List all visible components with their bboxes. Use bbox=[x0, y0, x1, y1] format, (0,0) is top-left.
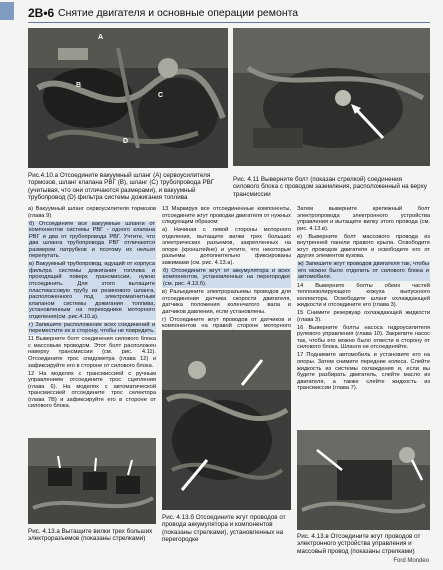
figure-bulkhead-harness bbox=[162, 330, 291, 510]
marker-b: B bbox=[76, 82, 82, 89]
chapter-title: Снятие двигателя и основные операции ремонта bbox=[58, 7, 299, 19]
text-column-3 bbox=[297, 206, 430, 424]
paragraph: б) Отсоедините жгут от аккумулятора и всех компонентов, установленных на перегородке (см. рис. 4.13.б). bbox=[163, 267, 290, 288]
paragraph: ж) Запишите жгут проводов двигателя так, чтобы его можно было отделить от силового блока и автомобиля. bbox=[298, 261, 429, 281]
paragraph: 11 Выверните болт соединения силового блока с массовым проводом. Этот болт расположен наверху трансмиссии (см. рис. 4.11). Отсоедините трос спидометра (глава 12) и зафиксируйте его в стороне от силового блока. bbox=[28, 336, 156, 369]
page-number: 2B•6 bbox=[28, 6, 55, 20]
paragraph: в) Разъедините электроразъемы проводов для отсоединения датчика скорости двигателя, датчика положения коленчатого вала и датчиков давления, если установлены. bbox=[162, 289, 291, 315]
figure-1-caption: Рис.4.10.а Отсоедините вакуумный шланг (А) сервоусилителя тормозов, шланг клапана РВГ (В), шланг (С) трубопровода РВГ (учитывая, что они отличаются размерами), и вакуумный трубопровод (D) фильтра системы дожигания топлива bbox=[28, 172, 215, 201]
paragraph: 16 Выверните болты насоса гидроусилителя рулевого управления (глава 10). Закрепите насос так, чтобы его можно было отвести в сторону от силового блока. Шланги не отсоединяйте. bbox=[297, 324, 430, 351]
text-column-1 bbox=[28, 206, 156, 432]
paragraph: б) Отсоедините все вакуумные шланги от компонентов системы РВГ - одного клапана РВГ и два от трубопровода РВГ. Учтите, что два шланга трубопровода РВГ отличаются размером патрубков и поэтому их нельзя перепутать. bbox=[29, 220, 155, 260]
figure-engine-vacuum-hoses bbox=[28, 28, 228, 168]
paragraph: Затем выверните крепежный болт электропровода электронного устройства управления и вытащите вилку этого провода (см. рис. 4.13.в). bbox=[297, 206, 430, 232]
paragraph: 13 Маркируя все отсоединенные компоненты, отсоедините жгут проводки двигателя от нужных следующим образом: bbox=[162, 206, 291, 226]
chapter-tab-marker bbox=[0, 2, 14, 20]
paragraph: 17 Поднимите автомобиль и установите его на опоры. Затем снимите передние колеса. Слейте жидкость из системы охлаждения и, если вы будете разбирать двигатель, слейте масло из двигателя, а также слейте жидкость из трансмиссии (глава 7). bbox=[297, 352, 430, 392]
paragraph: 14 Выверните болты обеих частей теплоизолирующего кожуха выпускного коллектора. Освободите шланг охлаждающей жидкости и отсоедините его (глава 3). bbox=[297, 282, 430, 309]
marker-c: C bbox=[158, 92, 164, 99]
page-header bbox=[0, 0, 443, 22]
figure-ecu-harness bbox=[297, 430, 430, 530]
figure-three-connectors bbox=[28, 438, 156, 524]
paragraph: 12 На моделях с трансмиссией с ручным управлением отсоедините трос сцепления (глава 6). На моделях с автоматической трансмиссией отсоедините трос селектора (глава 7В) и зафиксируйте его в стороне от силового блока. bbox=[28, 370, 156, 410]
header-rule bbox=[28, 22, 430, 23]
paragraph: 15 Снимите резервуар охлаждающей жидкости (глава 3). bbox=[297, 310, 430, 323]
paragraph: г) Запишите расположение всех соединений и переместите их в сторону, чтобы не повредить. bbox=[29, 321, 155, 335]
figure-2-caption: Рис. 4.11 Выверните болт (показан стрелкой) соединения силового блока с проводом заземления, расположенный на верху трансмиссии bbox=[233, 176, 427, 198]
paragraph: г) Отсоедините жгут проводов от датчиков и компонентов на правой стороне моторного bbox=[162, 316, 291, 330]
paragraph: а) Начиная с левой стороны моторного отделения, вытащите вилки трех больших электрических разъемов, закрепленных на опоре (кронштейне) и учтите, что некоторые разъемы дополнительно фиксированы зажимами (см. рис. 4.13.а). bbox=[162, 227, 291, 266]
text-column-2 bbox=[162, 206, 291, 330]
figure-ground-bolt bbox=[233, 28, 430, 166]
paragraph: а) Вакуумный шланг сервоусилителя тормозов (глава 9) bbox=[28, 206, 156, 219]
figure-5-caption: Рис. 4.13.в Отсоедините жгут проводов от электронного устройства управления и массовый провод (показаны стрелками) bbox=[297, 533, 421, 555]
figure-4-caption: Рис. 4.13.б Отсоедините жгут проводов от провода аккумулятора и компонентов (показаны стрелками), установленных на перегородке bbox=[162, 514, 286, 543]
marker-d: D bbox=[123, 138, 129, 145]
paragraph: в) Вакуумный трубопровод, идущий от корпуса фильтра системы дожигания топлива и проходящий поверх трансмиссии, нужно отсоединить. Для этого вытащите пластмассовую трубу из резинового шланга, расположенного под электромагнитным клапаном системы дожигания топлива, установленным на переходнике моторного отделения(см. рис.4.10.а). bbox=[29, 261, 155, 320]
footer-brand: Ford Mondeo bbox=[393, 558, 429, 564]
paragraph: е) Выверните болт массового провода из внутренней панели правого крыла. Освободите жгут проводов двигателя и освободите его от других элементов кузова. bbox=[297, 233, 430, 260]
figure-3-caption: Рис. 4.13.а Вытащите вилки трех больших электроразъемов (показаны стрелками) bbox=[28, 528, 153, 543]
marker-a: A bbox=[98, 34, 104, 41]
